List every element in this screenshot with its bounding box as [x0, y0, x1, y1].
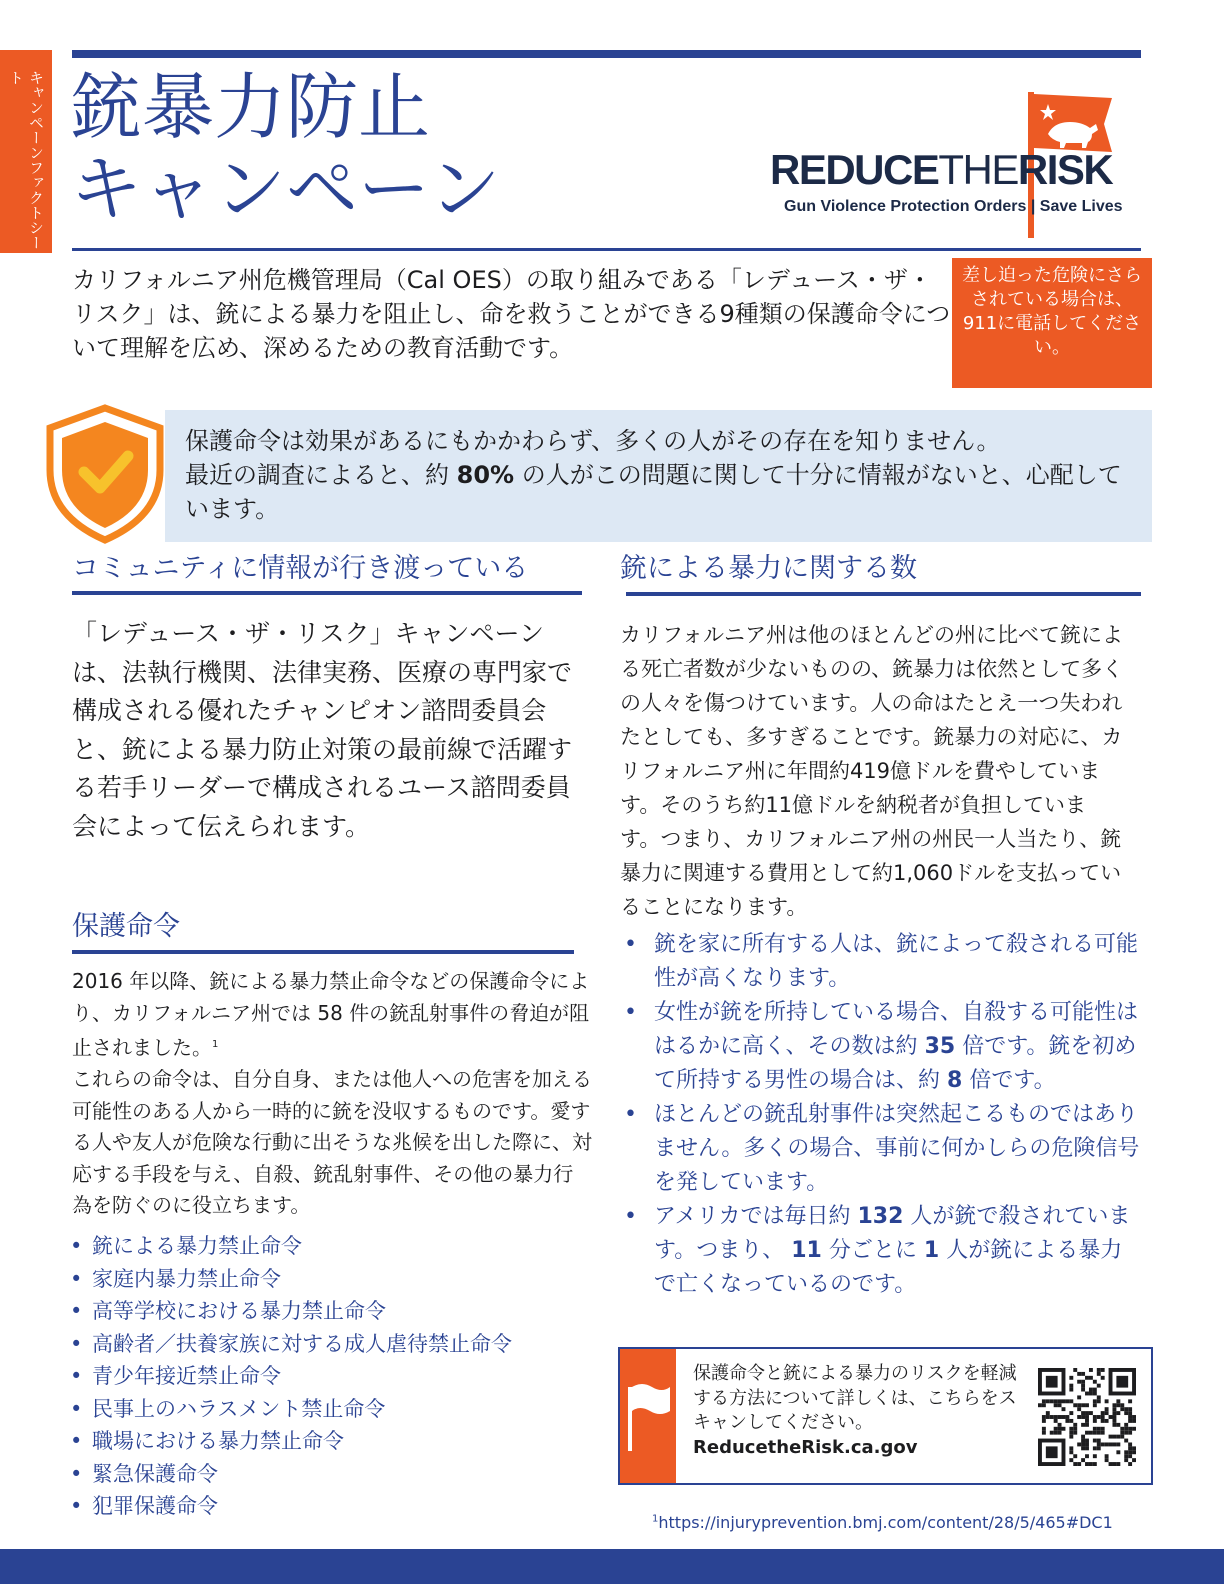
logo-reduce: REDUCE [770, 146, 939, 193]
community-heading: コミュニティに情報が行き渡っている [72, 553, 529, 584]
stat-text: 人が銃による暴力で亡くなっているのです。 [654, 1238, 1123, 1297]
bottom-bar [0, 1549, 1224, 1584]
stat-text: 女性が銃を所持している場合、自殺する可能性ははるかに高く、その数は約 [654, 1000, 1139, 1059]
stat-number: 132 [857, 1204, 904, 1229]
orders-para1: 2016 年以降、銃による暴力禁止命令などの保護命令により、カリフォルニア州では 58 件の銃乱射事件の脅迫が阻止されました。 [72, 969, 590, 1060]
list-item: • 職場における暴力禁止命令 [70, 1425, 590, 1458]
stat-text: 人が銃で殺されています。つまり、 [654, 1204, 1131, 1263]
callout-percent: 80% [456, 461, 515, 489]
orders-heading: 保護命令 [72, 911, 180, 942]
stat-text: 倍です。 [969, 1068, 1056, 1093]
numbers-heading: 銃による暴力に関する数 [620, 553, 917, 584]
list-item: • 緊急保護命令 [70, 1458, 590, 1491]
orders-para2: これらの命令は、自分自身、または他人への危害を加える可能性のある人から一時的に銃を没収するものです。愛する人や友人が危険な行動に出そうな兆候を出した際に、対応する手段を与え、自殺、銃乱射事件、その他の暴力行為を防ぐのに役立ちます。 [72, 1067, 592, 1218]
stat-number: 35 [924, 1034, 956, 1059]
community-body: 「レデュース・ザ・リスク」キャンペーンは、法執行機関、法律実務、医療の専門家で構成される優れたチャンピオン諮問委員会と、銃による暴力防止対策の最前線で活躍する若手リーダーで構成されるユース諮問委員会によって伝えられます。 [72, 619, 573, 841]
scan-flag-panel [620, 1349, 676, 1483]
logo-the: THE [938, 146, 1018, 193]
list-item: • 青少年接近禁止命令 [70, 1360, 590, 1393]
list-item: • 民事上のハラスメント禁止命令 [70, 1393, 590, 1426]
intro-paragraph: カリフォルニア州危機管理局（Cal OES）の取り組みである「レデュース・ザ・リスク」は、銃による暴力を阻止し、命を救うことができる9種類の保護命令について理解を広め、深めるための教育活動です。 [72, 266, 951, 362]
footnote-url[interactable]: https://injuryprevention.bmj.com/content/28/5/465#DC1 [658, 1513, 1113, 1532]
logo-risk: RISK [1017, 146, 1113, 193]
numbers-rule [626, 592, 1141, 596]
stat-number: 1 [923, 1238, 940, 1263]
logo-wordmark [770, 146, 1112, 194]
footnote-number: 1 [652, 1513, 659, 1525]
protection-orders-list [70, 1230, 590, 1523]
list-item: • 家庭内暴力禁止命令 [70, 1263, 590, 1296]
scan-url-link[interactable]: ReducetheRisk.ca.gov [693, 1436, 918, 1458]
callout-line1: 保護命令は効果があるにもかかわらず、多くの人がその存在を知りません。 [185, 427, 1001, 455]
list-item [624, 1200, 1144, 1302]
statistics-list [624, 928, 1144, 1302]
qr-code-icon[interactable] [1038, 1368, 1136, 1466]
list-item: • 高齢者／扶養家族に対する成人虐待禁止命令 [70, 1328, 590, 1361]
stat-number: 8 [947, 1068, 963, 1093]
community-rule [72, 591, 582, 595]
list-item: • 高等学校における暴力禁止命令 [70, 1295, 590, 1328]
reduce-the-risk-logo [770, 90, 1150, 230]
list-item: • 銃を家に所有する人は、銃によって殺される可能性が高くなります。 [624, 928, 1144, 996]
logo-tagline: Gun Violence Protection Orders | Save Lives [784, 198, 1123, 215]
side-tab [0, 50, 52, 253]
stat-number: 11 [791, 1238, 822, 1263]
orders-body [72, 966, 592, 1222]
stat-text: 倍です。銃を初めて所持する男性の場合は、約 [654, 1034, 1137, 1093]
side-tab-label: キャンペーンファクトシート [7, 70, 45, 250]
footnote-ref: 1 [212, 1039, 219, 1050]
scan-description: 保護命令と銃による暴力のリスクを軽減する方法について詳しくは、こちらをスキャンしてください。 [693, 1363, 1017, 1433]
awareness-callout [165, 410, 1152, 542]
scan-text [693, 1362, 1023, 1460]
list-item [624, 996, 1144, 1098]
stat-text: 分ごとに [828, 1238, 917, 1263]
list-item: • ほとんどの銃乱射事件は突然起こるものではありません。多くの場合、事前に何かしらの危険信号を発しています。 [624, 1098, 1144, 1200]
callout-line2-post: の人がこの問題に関して十分に情報がないと、心配しています。 [185, 461, 1122, 523]
emergency-alert-box: 差し迫った危険にさらされている場合は、911に電話してください。 [952, 258, 1152, 388]
header-rule [72, 248, 1141, 251]
list-item: • 犯罪保護命令 [70, 1490, 590, 1523]
stat-text: アメリカでは毎日約 [654, 1204, 851, 1229]
shield-check-icon [46, 404, 164, 544]
callout-text [165, 410, 1152, 526]
callout-line2-pre: 最近の調査によると、約 [185, 461, 449, 489]
numbers-body: カリフォルニア州は他のほとんどの州に比べて銃による死亡者数が少ないものの、銃暴力は依然として多くの人々を傷つけています。人の命はたとえ一つ失われたとしても、多すぎることです。銃暴力の対応に、カリフォルニア州に年間約419億ドルを費やしています。そのうち約11億ドルを納税者が負担しています。つまり、カリフォルニア州の州民一人当たり、銃暴力に関連する費用として約1,060ドルを支払っていることになります。 [620, 623, 1124, 919]
orders-rule [72, 950, 574, 954]
flag-icon [620, 1349, 676, 1483]
list-item: • 銃による暴力禁止命令 [70, 1230, 590, 1263]
page-title: 銃暴力防止 キャンペーン [70, 65, 501, 231]
footnote [652, 1513, 1113, 1532]
top-rule [72, 50, 1141, 58]
